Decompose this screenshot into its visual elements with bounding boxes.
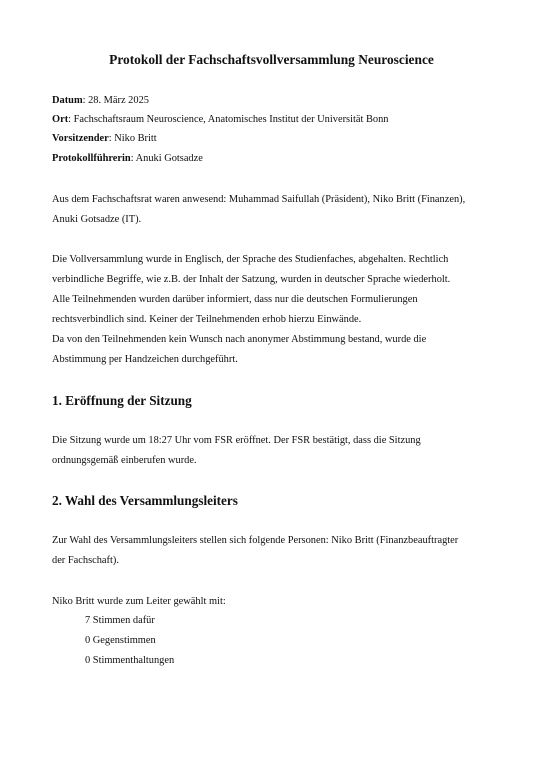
result-intro: Niko Britt wurde zum Leiter gewählt mit:: [52, 596, 226, 607]
meta-vorsitz: [52, 132, 502, 146]
document-title: Protokoll der Fachschaftsvollversammlung Neuroscience: [109, 52, 434, 67]
section-line: Zur Wahl des Versammlungsleiters stellen sich folgende Personen: Niko Britt (Finanzbeauftragter: [52, 535, 459, 546]
vote-item: 0 Stimmenthaltungen: [85, 655, 175, 666]
meta-ort: [52, 113, 502, 127]
protokoll-value: : Anuki Gotsadze: [130, 153, 203, 164]
vote-item: 7 Stimmen dafür: [85, 615, 155, 626]
meta-protokoll: [52, 152, 502, 166]
language-note-line: rechtsverbindlich sind. Keiner der Teilnehmenden erhob hierzu Einwände.: [52, 314, 362, 325]
attendance-line: Anuki Gotsadze (IT).: [52, 214, 142, 225]
protokoll-label: Protokollführerin: [52, 153, 131, 164]
datum-value: : 28. März 2025: [82, 95, 149, 106]
meta-datum: [52, 94, 502, 108]
vorsitz-label: Vorsitzender: [52, 133, 109, 144]
vote-item: 0 Gegenstimmen: [85, 635, 156, 646]
section-line: ordnungsgemäß einberufen wurde.: [52, 455, 197, 466]
attendance-line: Aus dem Fachschaftsrat waren anwesend: Muhammad Saifullah (Präsident), Niko Britt (Finanzen),: [52, 194, 466, 205]
language-note-line: Da von den Teilnehmenden kein Wunsch nach anonymer Abstimmung bestand, wurde die: [52, 334, 427, 345]
vorsitz-value: : Niko Britt: [108, 133, 157, 144]
section-line: Die Sitzung wurde um 18:27 Uhr vom FSR eröffnet. Der FSR bestätigt, dass die Sitzung: [52, 435, 421, 446]
ort-label: Ort: [52, 114, 69, 125]
language-note-line: verbindliche Begriffe, wie z.B. der Inhalt der Satzung, wurden in deutscher Sprache wiederholt.: [52, 274, 451, 285]
section-line: der Fachschaft).: [52, 555, 119, 566]
ort-value: : Fachschaftsraum Neuroscience, Anatomisches Institut der Universität Bonn: [68, 114, 389, 125]
language-note-line: Die Vollversammlung wurde in Englisch, der Sprache des Studienfaches, abgehalten. Rechtlich: [52, 254, 449, 265]
language-note-line: Abstimmung per Handzeichen durchgeführt.: [52, 354, 238, 365]
section-heading: 2. Wahl des Versammlungsleiters: [52, 493, 238, 508]
language-note-line: Alle Teilnehmenden wurden darüber informiert, dass nur die deutschen Formulierungen: [52, 294, 418, 305]
section-heading: 1. Eröffnung der Sitzung: [52, 393, 192, 408]
datum-label: Datum: [52, 95, 83, 106]
